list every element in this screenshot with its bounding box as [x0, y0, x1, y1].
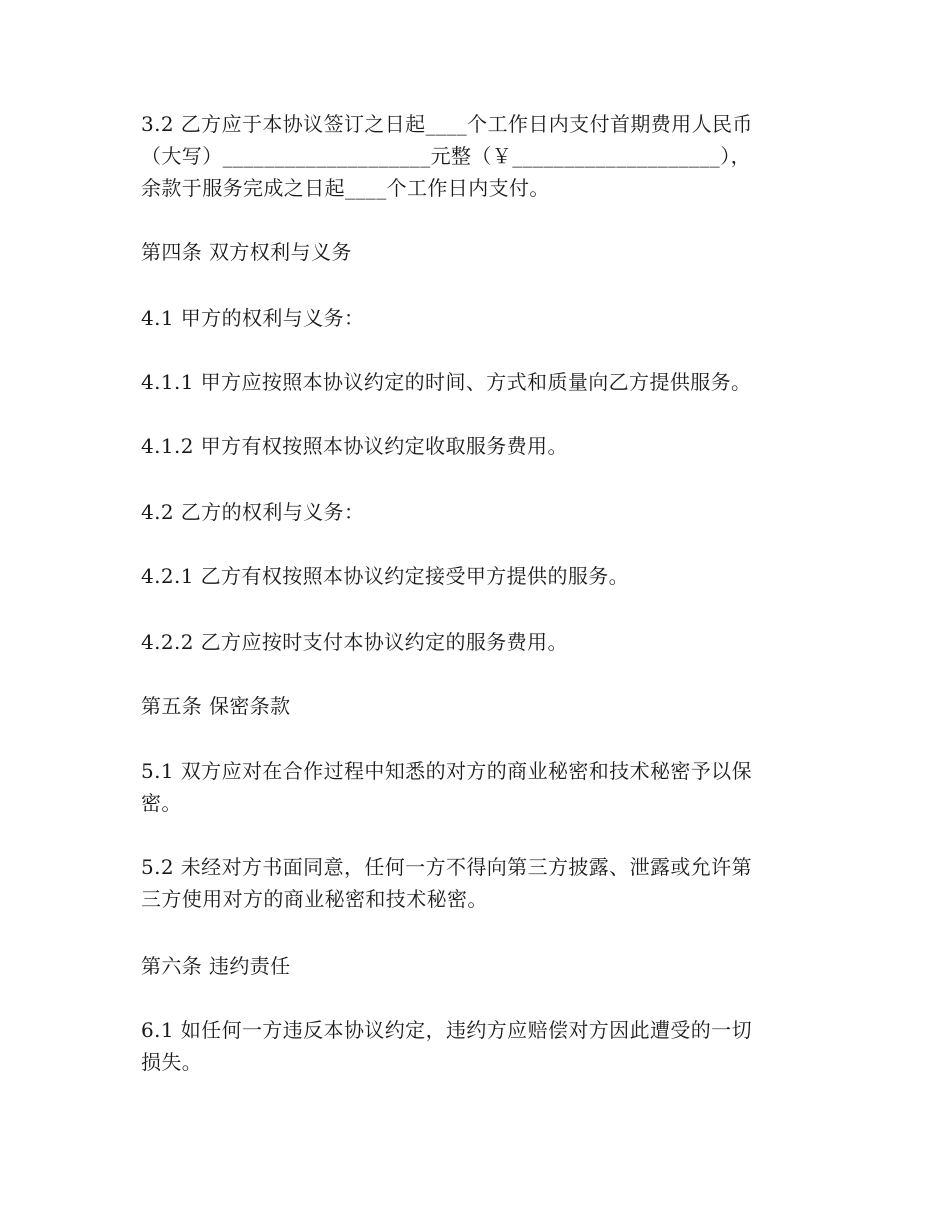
- article-5-heading: [141, 690, 801, 722]
- text-line: 6.1 如任何一方违反本协议约定，违约方应赔偿对方因此遭受的一切: [141, 1018, 752, 1042]
- article-6-heading: [141, 950, 801, 982]
- text-line: 4.1.2 甲方有权按照本协议约定收取服务费用。: [141, 434, 568, 458]
- text-line: 三方使用对方的商业秘密和技术秘密。: [141, 887, 488, 911]
- text-line: 4.2 乙方的权利与义务：: [141, 500, 365, 524]
- text-line: 4.1.1 甲方应按照本协议约定的时间、方式和质量向乙方提供服务。: [141, 370, 752, 394]
- section-heading: 第四条 双方权利与义务: [141, 240, 352, 264]
- text-line: （大写）____________________元整（￥____________________），: [141, 144, 751, 168]
- clause-5-2: [141, 851, 801, 915]
- text-line: 4.2.2 乙方应按时支付本协议约定的服务费用。: [141, 630, 568, 654]
- section-heading: 第六条 违约责任: [141, 954, 291, 978]
- clause-4-1: [141, 302, 801, 334]
- clause-4-2-1: [141, 560, 801, 592]
- section-heading: 第五条 保密条款: [141, 694, 291, 718]
- text-line: 4.1 甲方的权利与义务：: [141, 306, 365, 330]
- clause-4-1-1: [141, 366, 801, 398]
- text-line: 密。: [141, 791, 182, 815]
- clause-4-2: [141, 496, 801, 528]
- clause-3-2: [141, 108, 801, 204]
- clause-4-1-2: [141, 430, 801, 462]
- article-4-heading: [141, 236, 801, 268]
- text-line: 5.2 未经对方书面同意，任何一方不得向第三方披露、泄露或允许第: [141, 855, 752, 879]
- text-line: 5.1 双方应对在合作过程中知悉的对方的商业秘密和技术秘密予以保: [141, 759, 752, 783]
- text-line: 4.2.1 乙方有权按照本协议约定接受甲方提供的服务。: [141, 564, 630, 588]
- clause-5-1: [141, 755, 801, 819]
- text-line: 损失。: [141, 1050, 203, 1074]
- text-line: 余款于服务完成之日起____个工作日内支付。: [141, 176, 550, 200]
- clause-6-1: [141, 1014, 801, 1078]
- text-line: 3.2 乙方应于本协议签订之日起____个工作日内支付首期费用人民币: [141, 112, 753, 136]
- clause-4-2-2: [141, 626, 801, 658]
